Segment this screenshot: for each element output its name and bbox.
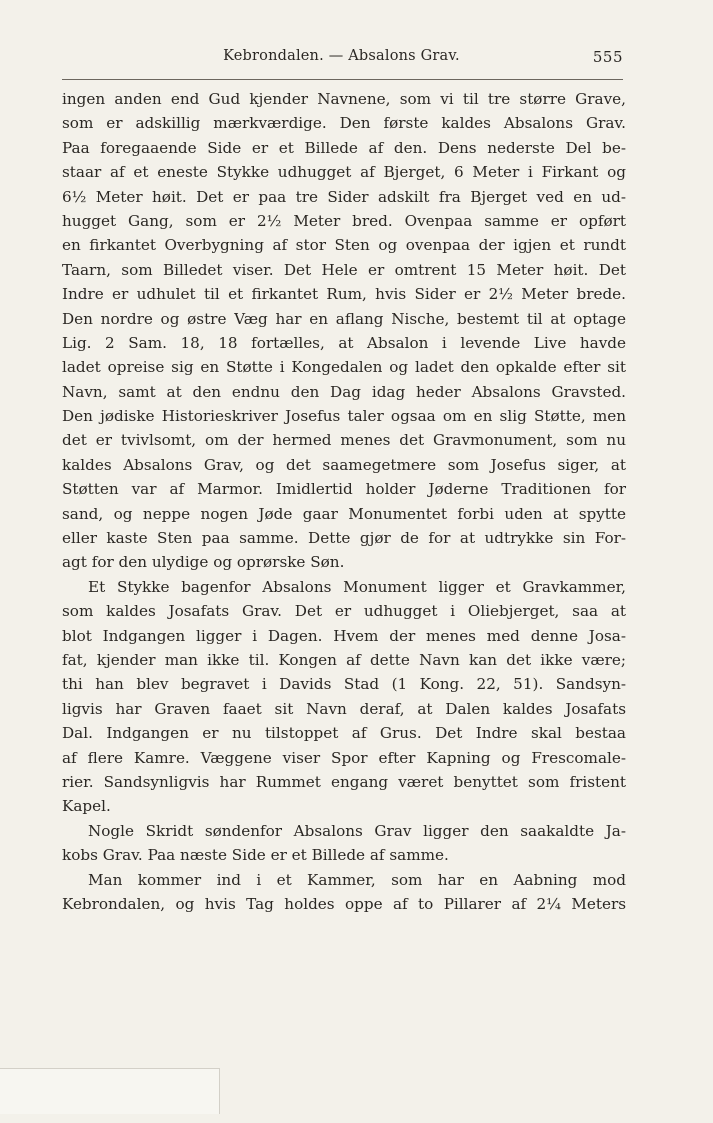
text-line: staar af et eneste Stykke udhugget af Bjerget, 6 Meter i Firkant og: [62, 163, 626, 182]
library-stamp-box: [0, 1068, 220, 1114]
text-line: ingen anden end Gud kjender Navnene, som vi til tre større Grave,: [62, 90, 626, 108]
text-line: kobs Grav. Paa næste Side er et Billede af samme.: [62, 846, 449, 865]
text-line: hugget Gang, som er 2½ Meter bred. Ovenpaa samme er opført: [62, 211, 626, 230]
text-line: Paa foregaaende Side er et Billede af den. Dens nederste Del be-: [62, 138, 626, 157]
text-line: Indre er udhulet til et firkantet Rum, hvis Sider er 2½ Meter brede.: [62, 285, 626, 304]
text-line: rier. Sandsynligvis har Rummet engang været benyttet som fristent: [62, 772, 626, 791]
text-line: af flere Kamre. Væggene viser Spor efter Kapning og Frescomale-: [62, 748, 626, 767]
text-line: som kaldes Josafats Grav. Det er udhugget i Oliebjerget, saa at: [62, 602, 626, 621]
text-line: Den nordre og østre Væg har en aflang Nische, bestemt til at optage: [62, 309, 626, 328]
text-line: Et Stykke bagenfor Absalons Monument ligger et Gravkammer,: [88, 577, 626, 596]
running-title: Kebrondalen. — Absalons Grav.: [223, 48, 460, 64]
text-line: Dal. Indgangen er nu tilstoppet af Grus. Det Indre skal bestaa: [62, 724, 626, 743]
text-line: en firkantet Overbygning af stor Sten og ovenpaa der igjen et rundt: [62, 236, 626, 255]
text-line: Taarn, som Billedet viser. Det Hele er omtrent 15 Meter høit. Det: [62, 260, 626, 279]
text-line: eller kaste Sten paa samme. Dette gjør de for at udtrykke sin For-: [62, 529, 626, 548]
body-text: [62, 87, 626, 916]
text-line: thi han blev begravet i Davids Stad (1 Kong. 22, 51). Sandsyn-: [62, 675, 626, 694]
text-line: Man kommer ind i et Kammer, som har en Aabning mod: [88, 870, 626, 889]
text-line: ligvis har Graven faaet sit Navn deraf, at Dalen kaldes Josafats: [62, 699, 626, 718]
text-line: sand, og neppe nogen Jøde gaar Monumentet forbi uden at spytte: [62, 504, 626, 523]
text-line: Navn, samt at den endnu den Dag idag heder Absalons Gravsted.: [62, 382, 626, 401]
page-number: 555: [592, 48, 623, 66]
text-line: Kapel.: [62, 797, 111, 816]
text-line: kaldes Absalons Grav, og det saamegetmere som Josefus siger, at: [62, 455, 626, 474]
text-line: Lig. 2 Sam. 18, 18 fortælles, at Absalon i levende Live havde: [62, 333, 626, 352]
text-line: ladet opreise sig en Støtte i Kongedalen og ladet den opkalde efter sit: [62, 358, 626, 377]
text-line: Kebrondalen, og hvis Tag holdes oppe af to Pillarer af 2¼ Meters: [62, 894, 626, 913]
text-line: Støtten var af Marmor. Imidlertid holder Jøderne Traditionen for: [62, 480, 626, 499]
text-line: som er adskillig mærkværdige. Den første kaldes Absalons Grav.: [62, 114, 626, 133]
text-line: det er tvivlsomt, om der hermed menes det Gravmonument, som nu: [62, 431, 626, 450]
text-line: fat, kjender man ikke til. Kongen af dette Navn kan det ikke være;: [62, 650, 626, 669]
text-line: blot Indgangen ligger i Dagen. Hvem der menes med denne Josa-: [62, 626, 626, 645]
text-line: agt for den ulydige og oprørske Søn.: [62, 553, 345, 572]
text-line: 6½ Meter høit. Det er paa tre Sider adskilt fra Bjerget ved en ud-: [62, 187, 626, 206]
text-line: Nogle Skridt søndenfor Absalons Grav ligger den saakaldte Ja-: [88, 821, 626, 840]
text-line: Den jødiske Historieskriver Josefus taler ogsaa om en slig Støtte, men: [62, 407, 626, 426]
header-rule: [62, 79, 623, 80]
running-head: [60, 48, 623, 70]
